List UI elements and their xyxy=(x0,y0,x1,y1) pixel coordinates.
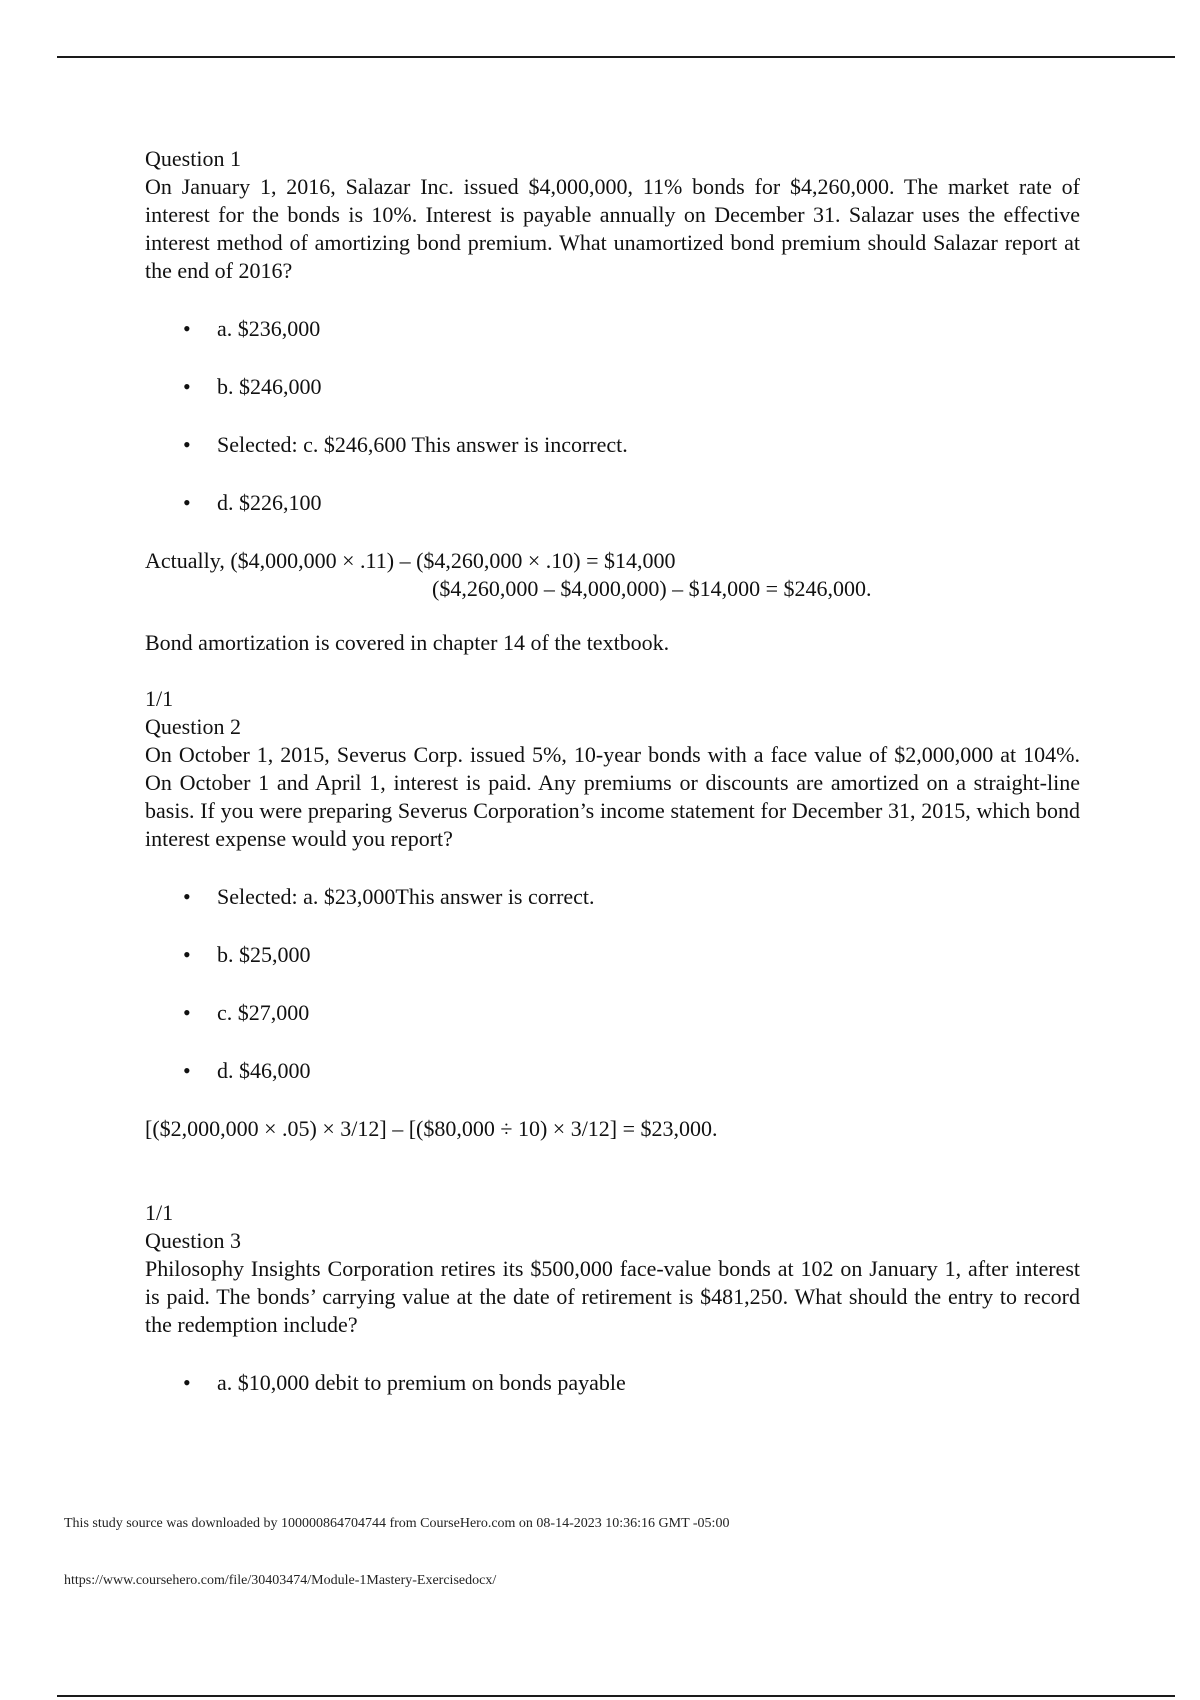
bullet-icon: • xyxy=(183,1000,191,1025)
question-3 xyxy=(145,1199,1080,1397)
option-text: b. $25,000 xyxy=(217,942,311,967)
bullet-icon: • xyxy=(183,942,191,967)
bullet-icon: • xyxy=(183,316,191,341)
bottom-divider xyxy=(57,1695,1175,1697)
answer-option-selected xyxy=(145,883,1080,911)
question-text: On January 1, 2016, Salazar Inc. issued $4,000,000, 11% bonds for $4,260,000. The market rate of interest for the bonds is 10%. Interest is payable annually on December 31. Salazar uses the effective interest method of amortizing bond premium. What unamortized bond premium should Salazar report at the end of 2016? xyxy=(145,174,1080,283)
source-url[interactable]: https://www.coursehero.com/file/30403474/Module-1Mastery-Exercisedocx/ xyxy=(64,1573,497,1588)
answer-option xyxy=(145,1057,1080,1085)
answer-option xyxy=(145,489,1080,517)
option-text: a. $236,000 xyxy=(217,316,321,341)
option-text: d. $46,000 xyxy=(217,1058,311,1083)
answer-option xyxy=(145,315,1080,343)
answer-option xyxy=(145,941,1080,969)
answer-options xyxy=(145,1369,1080,1397)
question-text: Philosophy Insights Corporation retires its $500,000 face-value bonds at 102 on January 1, after interest is paid. The bonds’ carrying value at the date of retirement is $481,250. What should the entry to record the redemption include? xyxy=(145,1256,1080,1337)
bullet-icon: • xyxy=(183,374,191,399)
option-text: a. $10,000 debit to premium on bonds payable xyxy=(217,1370,626,1395)
answer-option-selected xyxy=(145,431,1080,459)
explanation xyxy=(145,547,1080,603)
document-body xyxy=(145,145,1080,1427)
spacer xyxy=(145,1143,1080,1199)
explanation-line-2: ($4,260,000 – $4,000,000) – $14,000 = $246,000. xyxy=(432,576,872,601)
answer-options xyxy=(145,883,1080,1085)
question-text: On October 1, 2015, Severus Corp. issued 5%, 10-year bonds with a face value of $2,000,000 at 104%. On October 1 and April 1, interest is paid. Any premiums or discounts are amortized on a straight-line basis. If you were preparing Severus Corporation’s income statement for December 31, 2015, which bond interest expense would you report? xyxy=(145,742,1080,851)
question-heading: Question 2 xyxy=(145,714,241,739)
bullet-icon: • xyxy=(183,490,191,515)
bullet-icon: • xyxy=(183,1370,191,1395)
answer-options xyxy=(145,315,1080,517)
question-heading: Question 3 xyxy=(145,1228,241,1253)
bullet-icon: • xyxy=(183,1058,191,1083)
answer-option xyxy=(145,373,1080,401)
chapter-note: Bond amortization is covered in chapter 14 of the textbook. xyxy=(145,630,670,655)
option-text: Selected: c. $246,600 This answer is incorrect. xyxy=(217,432,628,457)
top-divider xyxy=(57,56,1175,58)
explanation: [($2,000,000 × .05) × 3/12] – [($80,000 ÷ 10) × 3/12] = $23,000. xyxy=(145,1116,718,1141)
option-text: d. $226,100 xyxy=(217,490,322,515)
question-score: 1/1 xyxy=(145,1200,174,1225)
question-2 xyxy=(145,685,1080,1143)
bullet-icon: • xyxy=(183,884,191,909)
question-heading: Question 1 xyxy=(145,146,241,171)
download-source-note: This study source was downloaded by 100000864704744 from CourseHero.com on 08-14-2023 10:36:16 GMT -05:00 xyxy=(64,1516,730,1531)
spacer xyxy=(145,657,1080,685)
answer-option xyxy=(145,1369,1080,1397)
option-text: c. $27,000 xyxy=(217,1000,310,1025)
question-score: 1/1 xyxy=(145,686,174,711)
explanation-line-1: Actually, ($4,000,000 × .11) – ($4,260,000 × .10) = $14,000 xyxy=(145,548,676,573)
option-text: Selected: a. $23,000This answer is correct. xyxy=(217,884,595,909)
bullet-icon: • xyxy=(183,432,191,457)
answer-option xyxy=(145,999,1080,1027)
option-text: b. $246,000 xyxy=(217,374,322,399)
question-1 xyxy=(145,145,1080,657)
